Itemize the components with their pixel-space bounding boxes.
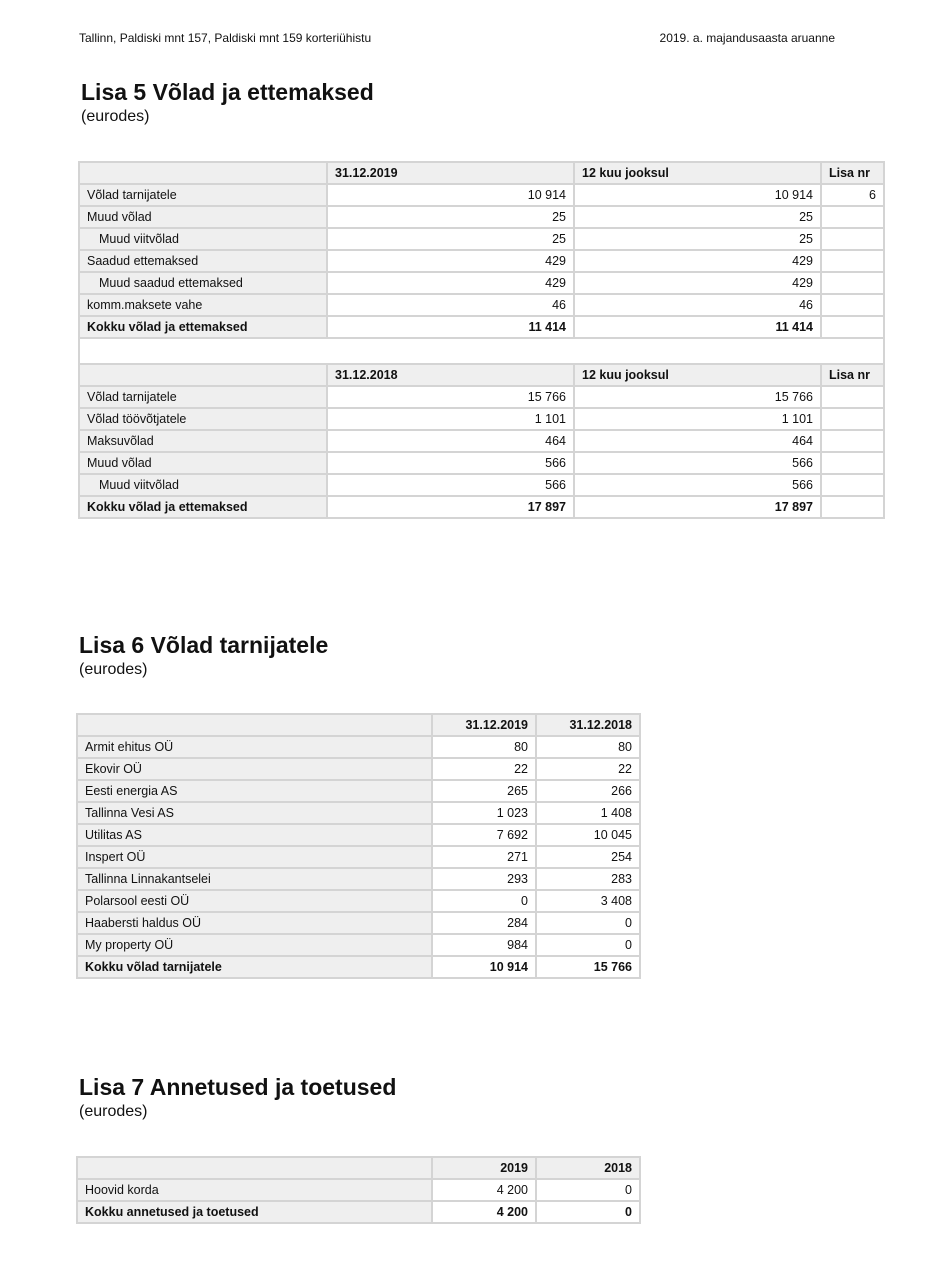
- table-header-row: [77, 714, 640, 736]
- value-cell: 266: [536, 780, 640, 802]
- value-cell: 11 414: [327, 316, 574, 338]
- column-header: 2019: [432, 1157, 536, 1179]
- table-row: [77, 846, 640, 868]
- note-cell: [821, 430, 884, 452]
- row-label: Võlad tarnijatele: [79, 184, 327, 206]
- lisa6-table: [76, 713, 641, 979]
- value-cell: 0: [536, 912, 640, 934]
- row-label: Võlad tarnijatele: [79, 386, 327, 408]
- table-row: [77, 868, 640, 890]
- row-label: Muud viitvõlad: [79, 228, 327, 250]
- table-row: [77, 780, 640, 802]
- row-label: Muud saadud ettemaksed: [79, 272, 327, 294]
- value-cell: 984: [432, 934, 536, 956]
- table-row: [77, 912, 640, 934]
- table-row: [77, 934, 640, 956]
- row-label: Hoovid korda: [77, 1179, 432, 1201]
- table-row: [79, 474, 884, 496]
- value-cell: 271: [432, 846, 536, 868]
- value-cell: 4 200: [432, 1201, 536, 1223]
- value-cell: 15 766: [574, 386, 821, 408]
- value-cell: 0: [536, 934, 640, 956]
- value-cell: 10 045: [536, 824, 640, 846]
- row-label: Kokku annetused ja toetused: [77, 1201, 432, 1223]
- table-row: [77, 758, 640, 780]
- value-cell: 1 101: [327, 408, 574, 430]
- table-row: [79, 430, 884, 452]
- value-cell: 566: [574, 474, 821, 496]
- column-header: [79, 162, 327, 184]
- value-cell: 284: [432, 912, 536, 934]
- table-row: [79, 250, 884, 272]
- table-row: [79, 228, 884, 250]
- value-cell: 25: [327, 206, 574, 228]
- table-row: [79, 294, 884, 316]
- column-header: Lisa nr: [821, 364, 884, 386]
- column-header: 12 kuu jooksul: [574, 162, 821, 184]
- table-row: [79, 408, 884, 430]
- total-row: [79, 316, 884, 338]
- value-cell: 566: [574, 452, 821, 474]
- value-cell: 265: [432, 780, 536, 802]
- lisa5-title: Lisa 5 Võlad ja ettemaksed: [81, 79, 374, 105]
- value-cell: 429: [327, 272, 574, 294]
- value-cell: 80: [536, 736, 640, 758]
- value-cell: 22: [536, 758, 640, 780]
- lisa6-unit: (eurodes): [79, 661, 148, 678]
- column-header: [79, 364, 327, 386]
- value-cell: 22: [432, 758, 536, 780]
- value-cell: 566: [327, 474, 574, 496]
- lisa7-title: Lisa 7 Annetused ja toetused: [79, 1074, 397, 1100]
- value-cell: 10 914: [574, 184, 821, 206]
- column-header: 31.12.2018: [536, 714, 640, 736]
- value-cell: 11 414: [574, 316, 821, 338]
- note-cell: [821, 496, 884, 518]
- note-cell: [821, 250, 884, 272]
- value-cell: 17 897: [574, 496, 821, 518]
- value-cell: 0: [432, 890, 536, 912]
- note-cell: [821, 272, 884, 294]
- total-row: [79, 496, 884, 518]
- value-cell: 1 101: [574, 408, 821, 430]
- lisa7-table: [76, 1156, 641, 1224]
- value-cell: 3 408: [536, 890, 640, 912]
- row-label: Muud viitvõlad: [79, 474, 327, 496]
- column-header: 2018: [536, 1157, 640, 1179]
- note-cell: [821, 316, 884, 338]
- row-label: Utilitas AS: [77, 824, 432, 846]
- row-label: Tallinna Vesi AS: [77, 802, 432, 824]
- note-cell: [821, 474, 884, 496]
- table-row: [79, 184, 884, 206]
- value-cell: 17 897: [327, 496, 574, 518]
- value-cell: 429: [574, 272, 821, 294]
- row-label: My property OÜ: [77, 934, 432, 956]
- value-cell: 80: [432, 736, 536, 758]
- table-row: [79, 206, 884, 228]
- column-header: [77, 1157, 432, 1179]
- row-label: Kokku võlad tarnijatele: [77, 956, 432, 978]
- lisa7-unit: (eurodes): [79, 1103, 148, 1120]
- row-label: Tallinna Linnakantselei: [77, 868, 432, 890]
- table-row: [79, 386, 884, 408]
- lisa5-unit: (eurodes): [81, 108, 150, 125]
- table-header-row: [79, 364, 884, 386]
- value-cell: 46: [327, 294, 574, 316]
- column-header: [77, 714, 432, 736]
- column-header: 31.12.2019: [432, 714, 536, 736]
- value-cell: 46: [574, 294, 821, 316]
- column-header: Lisa nr: [821, 162, 884, 184]
- value-cell: 10 914: [327, 184, 574, 206]
- header-report-title: 2019. a. majandusaasta aruanne: [659, 31, 835, 45]
- note-cell: [821, 386, 884, 408]
- value-cell: 283: [536, 868, 640, 890]
- note-cell: [821, 452, 884, 474]
- note-cell: [821, 228, 884, 250]
- table-row: [77, 1179, 640, 1201]
- value-cell: 0: [536, 1201, 640, 1223]
- note-cell: [821, 408, 884, 430]
- value-cell: 566: [327, 452, 574, 474]
- row-label: Muud võlad: [79, 452, 327, 474]
- note-cell: [821, 294, 884, 316]
- value-cell: 254: [536, 846, 640, 868]
- row-label: Kokku võlad ja ettemaksed: [79, 496, 327, 518]
- table-spacer: [79, 338, 884, 364]
- row-label: Maksuvõlad: [79, 430, 327, 452]
- table-row: [79, 272, 884, 294]
- table-row: [79, 452, 884, 474]
- row-label: Võlad töövõtjatele: [79, 408, 327, 430]
- value-cell: 4 200: [432, 1179, 536, 1201]
- value-cell: 15 766: [327, 386, 574, 408]
- row-label: Inspert OÜ: [77, 846, 432, 868]
- row-label: Saadud ettemaksed: [79, 250, 327, 272]
- header-organization: Tallinn, Paldiski mnt 157, Paldiski mnt 159 korteriühistu: [79, 31, 372, 45]
- table-row: [77, 736, 640, 758]
- table-row: [77, 802, 640, 824]
- row-label: Kokku võlad ja ettemaksed: [79, 316, 327, 338]
- value-cell: 1 408: [536, 802, 640, 824]
- value-cell: 25: [574, 228, 821, 250]
- total-row: [77, 956, 640, 978]
- value-cell: 464: [574, 430, 821, 452]
- column-header: 31.12.2018: [327, 364, 574, 386]
- table-header-row: [77, 1157, 640, 1179]
- value-cell: 293: [432, 868, 536, 890]
- table-row: [77, 824, 640, 846]
- row-label: Polarsool eesti OÜ: [77, 890, 432, 912]
- value-cell: 429: [327, 250, 574, 272]
- value-cell: 1 023: [432, 802, 536, 824]
- row-label: Haabersti haldus OÜ: [77, 912, 432, 934]
- row-label: Ekovir OÜ: [77, 758, 432, 780]
- column-header: 12 kuu jooksul: [574, 364, 821, 386]
- column-header: 31.12.2019: [327, 162, 574, 184]
- table-row: [77, 890, 640, 912]
- value-cell: 10 914: [432, 956, 536, 978]
- value-cell: 15 766: [536, 956, 640, 978]
- row-label: Eesti energia AS: [77, 780, 432, 802]
- lisa6-title: Lisa 6 Võlad tarnijatele: [79, 632, 329, 658]
- row-label: Muud võlad: [79, 206, 327, 228]
- value-cell: 429: [574, 250, 821, 272]
- row-label: komm.maksete vahe: [79, 294, 327, 316]
- row-label: Armit ehitus OÜ: [77, 736, 432, 758]
- note-cell: [821, 206, 884, 228]
- note-cell: 6: [821, 184, 884, 206]
- page-header: [79, 31, 835, 47]
- lisa5-table: [78, 161, 885, 519]
- value-cell: 464: [327, 430, 574, 452]
- table-header-row: [79, 162, 884, 184]
- value-cell: 25: [327, 228, 574, 250]
- value-cell: 0: [536, 1179, 640, 1201]
- total-row: [77, 1201, 640, 1223]
- value-cell: 25: [574, 206, 821, 228]
- value-cell: 7 692: [432, 824, 536, 846]
